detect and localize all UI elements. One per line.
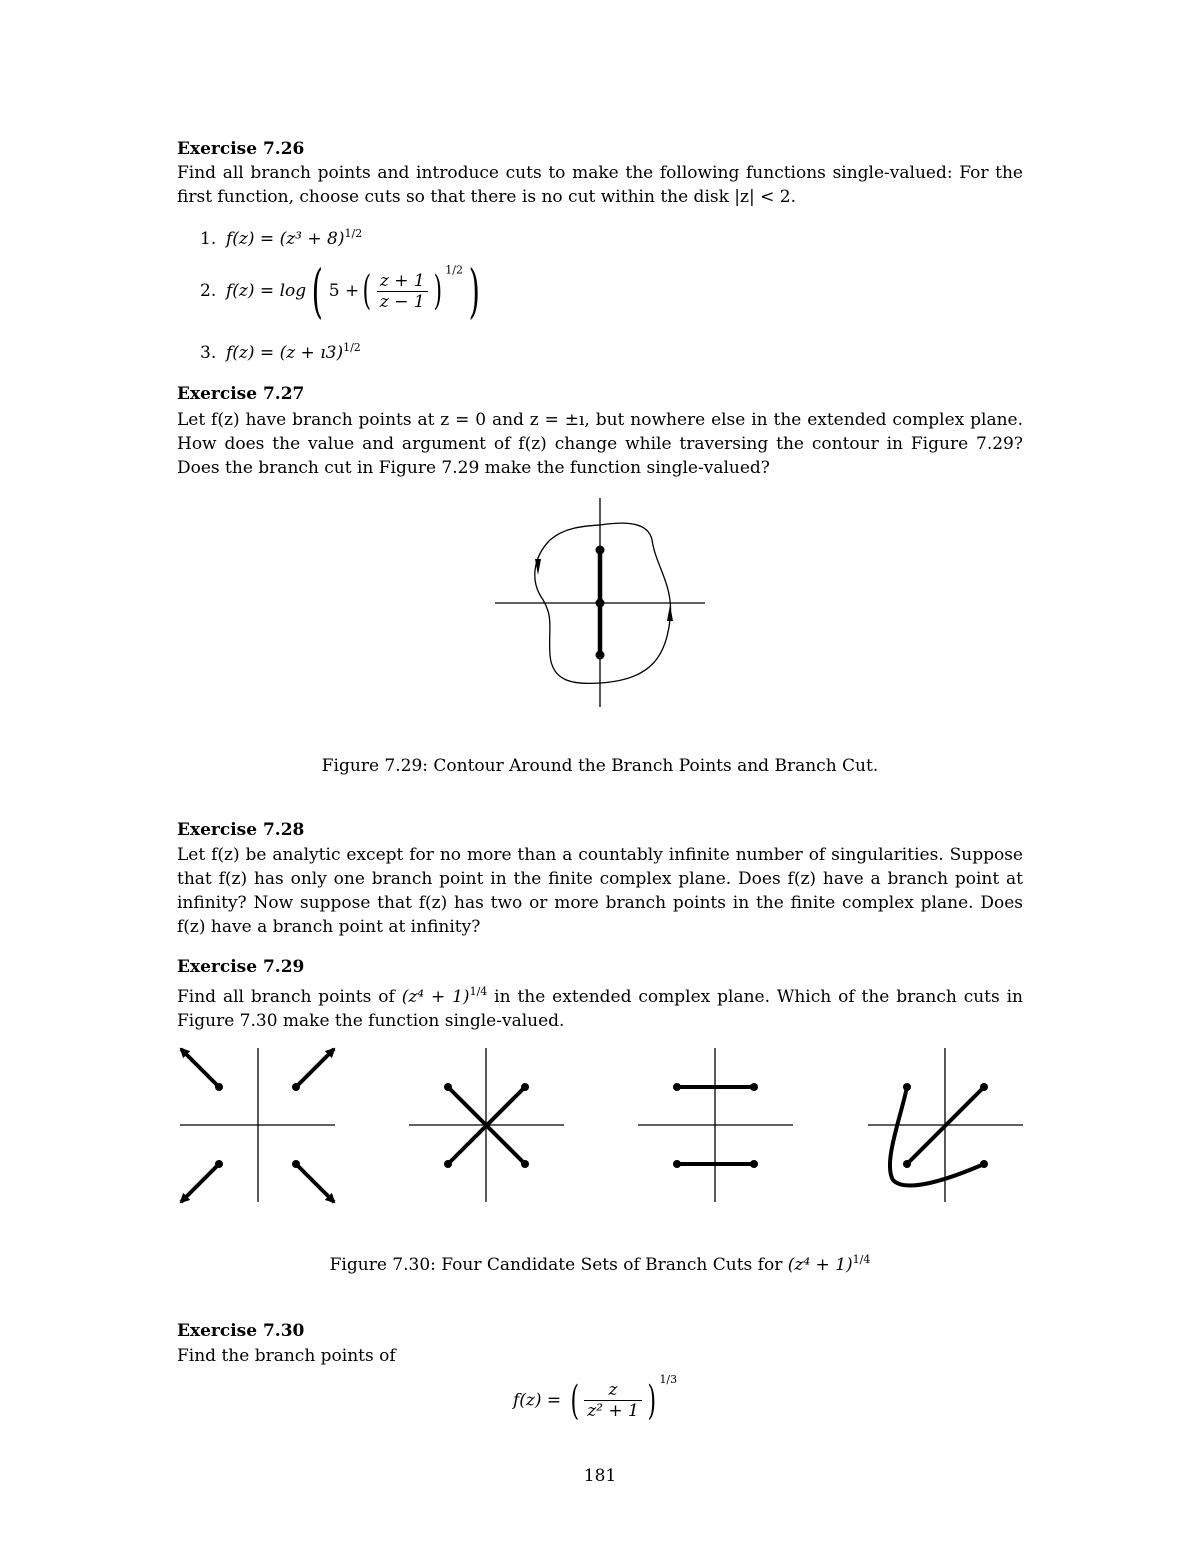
branch-cut-panel-a [180,1048,335,1202]
fraction-numerator: z [584,1380,642,1401]
cut-ray-se [296,1164,334,1202]
left-paren: ( [362,268,372,314]
body-pre: Find all branch points of [177,987,402,1007]
exercise-7-27-title: Exercise 7.27 [177,384,305,404]
right-paren: ) [433,268,442,314]
figure-7-30-caption [0,1253,1200,1275]
formula-exponent: 1/2 [445,263,463,277]
item-number: 1. [200,229,217,249]
branch-cut-panel-d [868,1048,1023,1202]
formula-lhs: f(z) = log [226,281,307,301]
formula-exponent: 1/2 [344,227,363,240]
branch-point [215,1083,223,1091]
formula-lhs: f(z) = [226,229,280,249]
formula-plus: 5 + [328,281,360,301]
exercise-7-26-title: Exercise 7.26 [177,139,305,159]
formula-exponent: 1/4 [852,1253,871,1266]
formula-base: (z⁴ + 1) [401,987,470,1007]
formula-exponent: 1/2 [343,341,361,354]
formula-lhs: f(z) = (z + ı3) [226,343,344,363]
exercise-7-28-body: Let f(z) be analytic except for no more than a countably infinite number of singularities. Suppose that f(z) has only one branch point in the finite complex plane. Does f(z) have a branch point at infinity? Now suppose that f(z) has two or more branch points in the finite complex plane. Does f(z) have a branch point at infinity? [177,845,1023,937]
exercise-7-26-body: Find all branch points and introduce cuts to make the following functions single-valued: For the first function, choose cuts so that there is no cut within the disk |z| < 2. [177,163,1023,207]
contour-arrow-right [667,605,673,621]
exercise-7-27-body: Let f(z) have branch points at z = 0 and z = ±ı, but nowhere else in the extended complex plane. How does the value and argument of f(z) change while traversing the contour in Figure 7.29? Does the branch cut in Figure 7.29 make the function single-valued? [177,410,1023,478]
branch-point [444,1160,452,1168]
item-number: 3. [200,343,217,363]
branch-cut-panel-c [638,1048,793,1202]
branch-point [750,1160,758,1168]
branch-point [444,1083,452,1091]
exercise-7-29-body [177,980,1023,1033]
body-post: in the extended complex plane. Which of the branch cuts in Figure 7.30 make the function single-valued. [177,987,1024,1031]
big-right-paren: ) [468,257,480,325]
formula-exponent: 1/3 [659,1373,678,1386]
cut-ray-ne [296,1049,334,1087]
branch-point [292,1083,300,1091]
exercise-7-29-title: Exercise 7.29 [177,957,305,977]
left-paren: ( [570,1377,579,1424]
branch-point [903,1083,911,1091]
branch-point-bottom [596,651,605,660]
cut-ray-nw [181,1049,219,1087]
formula-base: (z⁴ + 1) [787,1255,853,1275]
exercise-7-28-title: Exercise 7.28 [177,820,305,840]
page-number: 181 [583,1466,617,1486]
exercise-7-30-title: Exercise 7.30 [177,1321,305,1341]
branch-point [673,1083,681,1091]
figure-7-29-caption: Figure 7.29: Contour Around the Branch Points and Branch Cut. [321,756,879,776]
branch-point [980,1083,988,1091]
branch-point [750,1083,758,1091]
formula-lhs: f(z) = [513,1390,567,1411]
right-paren: ) [647,1377,656,1424]
exercise-7-26-item-1 [200,227,362,249]
item-number: 2. [200,281,217,301]
formula-base: (z³ + 8) [279,229,345,249]
big-left-paren: ( [311,257,324,325]
branch-point [215,1160,223,1168]
figure-7-29 [490,495,710,710]
exercise-7-30-formula [513,1373,678,1424]
branch-point [521,1160,529,1168]
branch-point-top [596,546,605,555]
fraction [584,1380,642,1421]
fraction-numerator: z + 1 [377,271,428,292]
branch-point [292,1160,300,1168]
exercise-7-26-item-3 [200,341,361,363]
fraction [377,271,428,312]
branch-point [980,1160,988,1168]
fraction-denominator: z − 1 [379,291,425,312]
caption-pre: Figure 7.30: Four Candidate Sets of Branch Cuts for [329,1255,788,1275]
branch-cut-panel-b [409,1048,564,1202]
formula-exponent: 1/4 [469,985,488,998]
branch-point [673,1160,681,1168]
branch-point [903,1160,911,1168]
branch-point [521,1083,529,1091]
exercise-7-30-body: Find the branch points of [177,1346,396,1366]
cut-ray-sw [181,1164,219,1202]
branch-point-origin [596,599,605,608]
figure-7-30 [175,1045,1025,1205]
exercise-7-26-item-2 [200,257,486,325]
fraction-denominator: z² + 1 [587,1401,639,1421]
